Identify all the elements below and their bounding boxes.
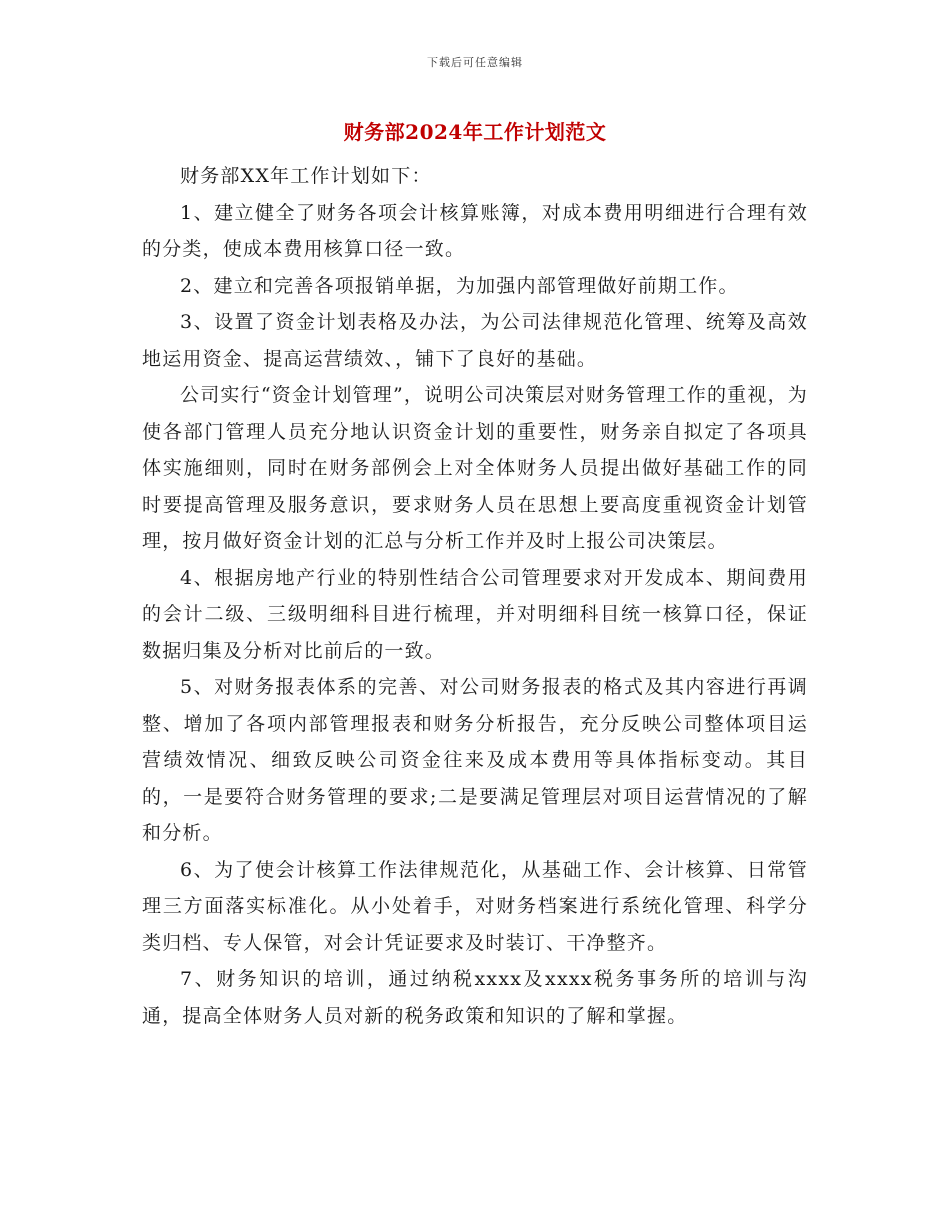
- intro-paragraph: 财务部XX年工作计划如下：: [180, 165, 432, 187]
- plan-item-6: 6、为了使会计核算工作法律规范化，从基础工作、会计核算、日常管理三方面落实标准化。从小处着手，对财务档案进行系统化管理、科学分类归档、专人保管，对会计凭证要求及时装订、干净整齐。: [142, 858, 808, 954]
- plan-item-4: 4、根据房地产行业的特别性结合公司管理要求对开发成本、期间费用的会计二级、三级明细科目进行梳理，并对明细科目统一核算口径，保证数据归集及分析对比前后的一致。: [142, 566, 808, 662]
- plan-item-3: 3、设置了资金计划表格及办法，为公司法律规范化管理、统筹及高效地运用资金、提高运营绩效、，铺下了良好的基础。: [142, 311, 808, 370]
- plan-item-1: 1、建立健全了财务各项会计核算账簿，对成本费用明细进行合理有效的分类，使成本费用核算口径一致。: [142, 201, 808, 260]
- fund-plan-paragraph: 公司实行“资金计划管理”，说明公司决策层对财务管理工作的重视，为使各部门管理人员充分地认识资金计划的重要性，财务亲自拟定了各项具体实施细则，同时在财务部例会上对全体财务人员提出做好基础工作的同时要提高管理及服务意识，要求财务人员在思想上要高度重视资金计划管理，按月做好资金计划的汇总与分析工作并及时上报公司决策层。: [142, 384, 808, 552]
- document-title: 财务部2024年工作计划范文: [343, 120, 607, 144]
- plan-item-7: 7、财务知识的培训，通过纳税xxxx及xxxx税务事务所的培训与沟通，提高全体财务人员对新的税务政策和知识的了解和掌握。: [142, 968, 808, 1027]
- header-note: 下载后可任意编辑: [427, 56, 523, 69]
- plan-item-2: 2、建立和完善各项报销单据，为加强内部管理做好前期工作。: [180, 274, 739, 297]
- document-body: [142, 158, 808, 1034]
- plan-item-5: 5、对财务报表体系的完善、对公司财务报表的格式及其内容进行再调整、增加了各项内部管理报表和财务分析报告，充分反映公司整体项目运营绩效情况、细致反映公司资金往来及成本费用等具体指标变动。其目的，一是要符合财务管理的要求;二是要满足管理层对项目运营情况的了解和分析。: [142, 676, 808, 844]
